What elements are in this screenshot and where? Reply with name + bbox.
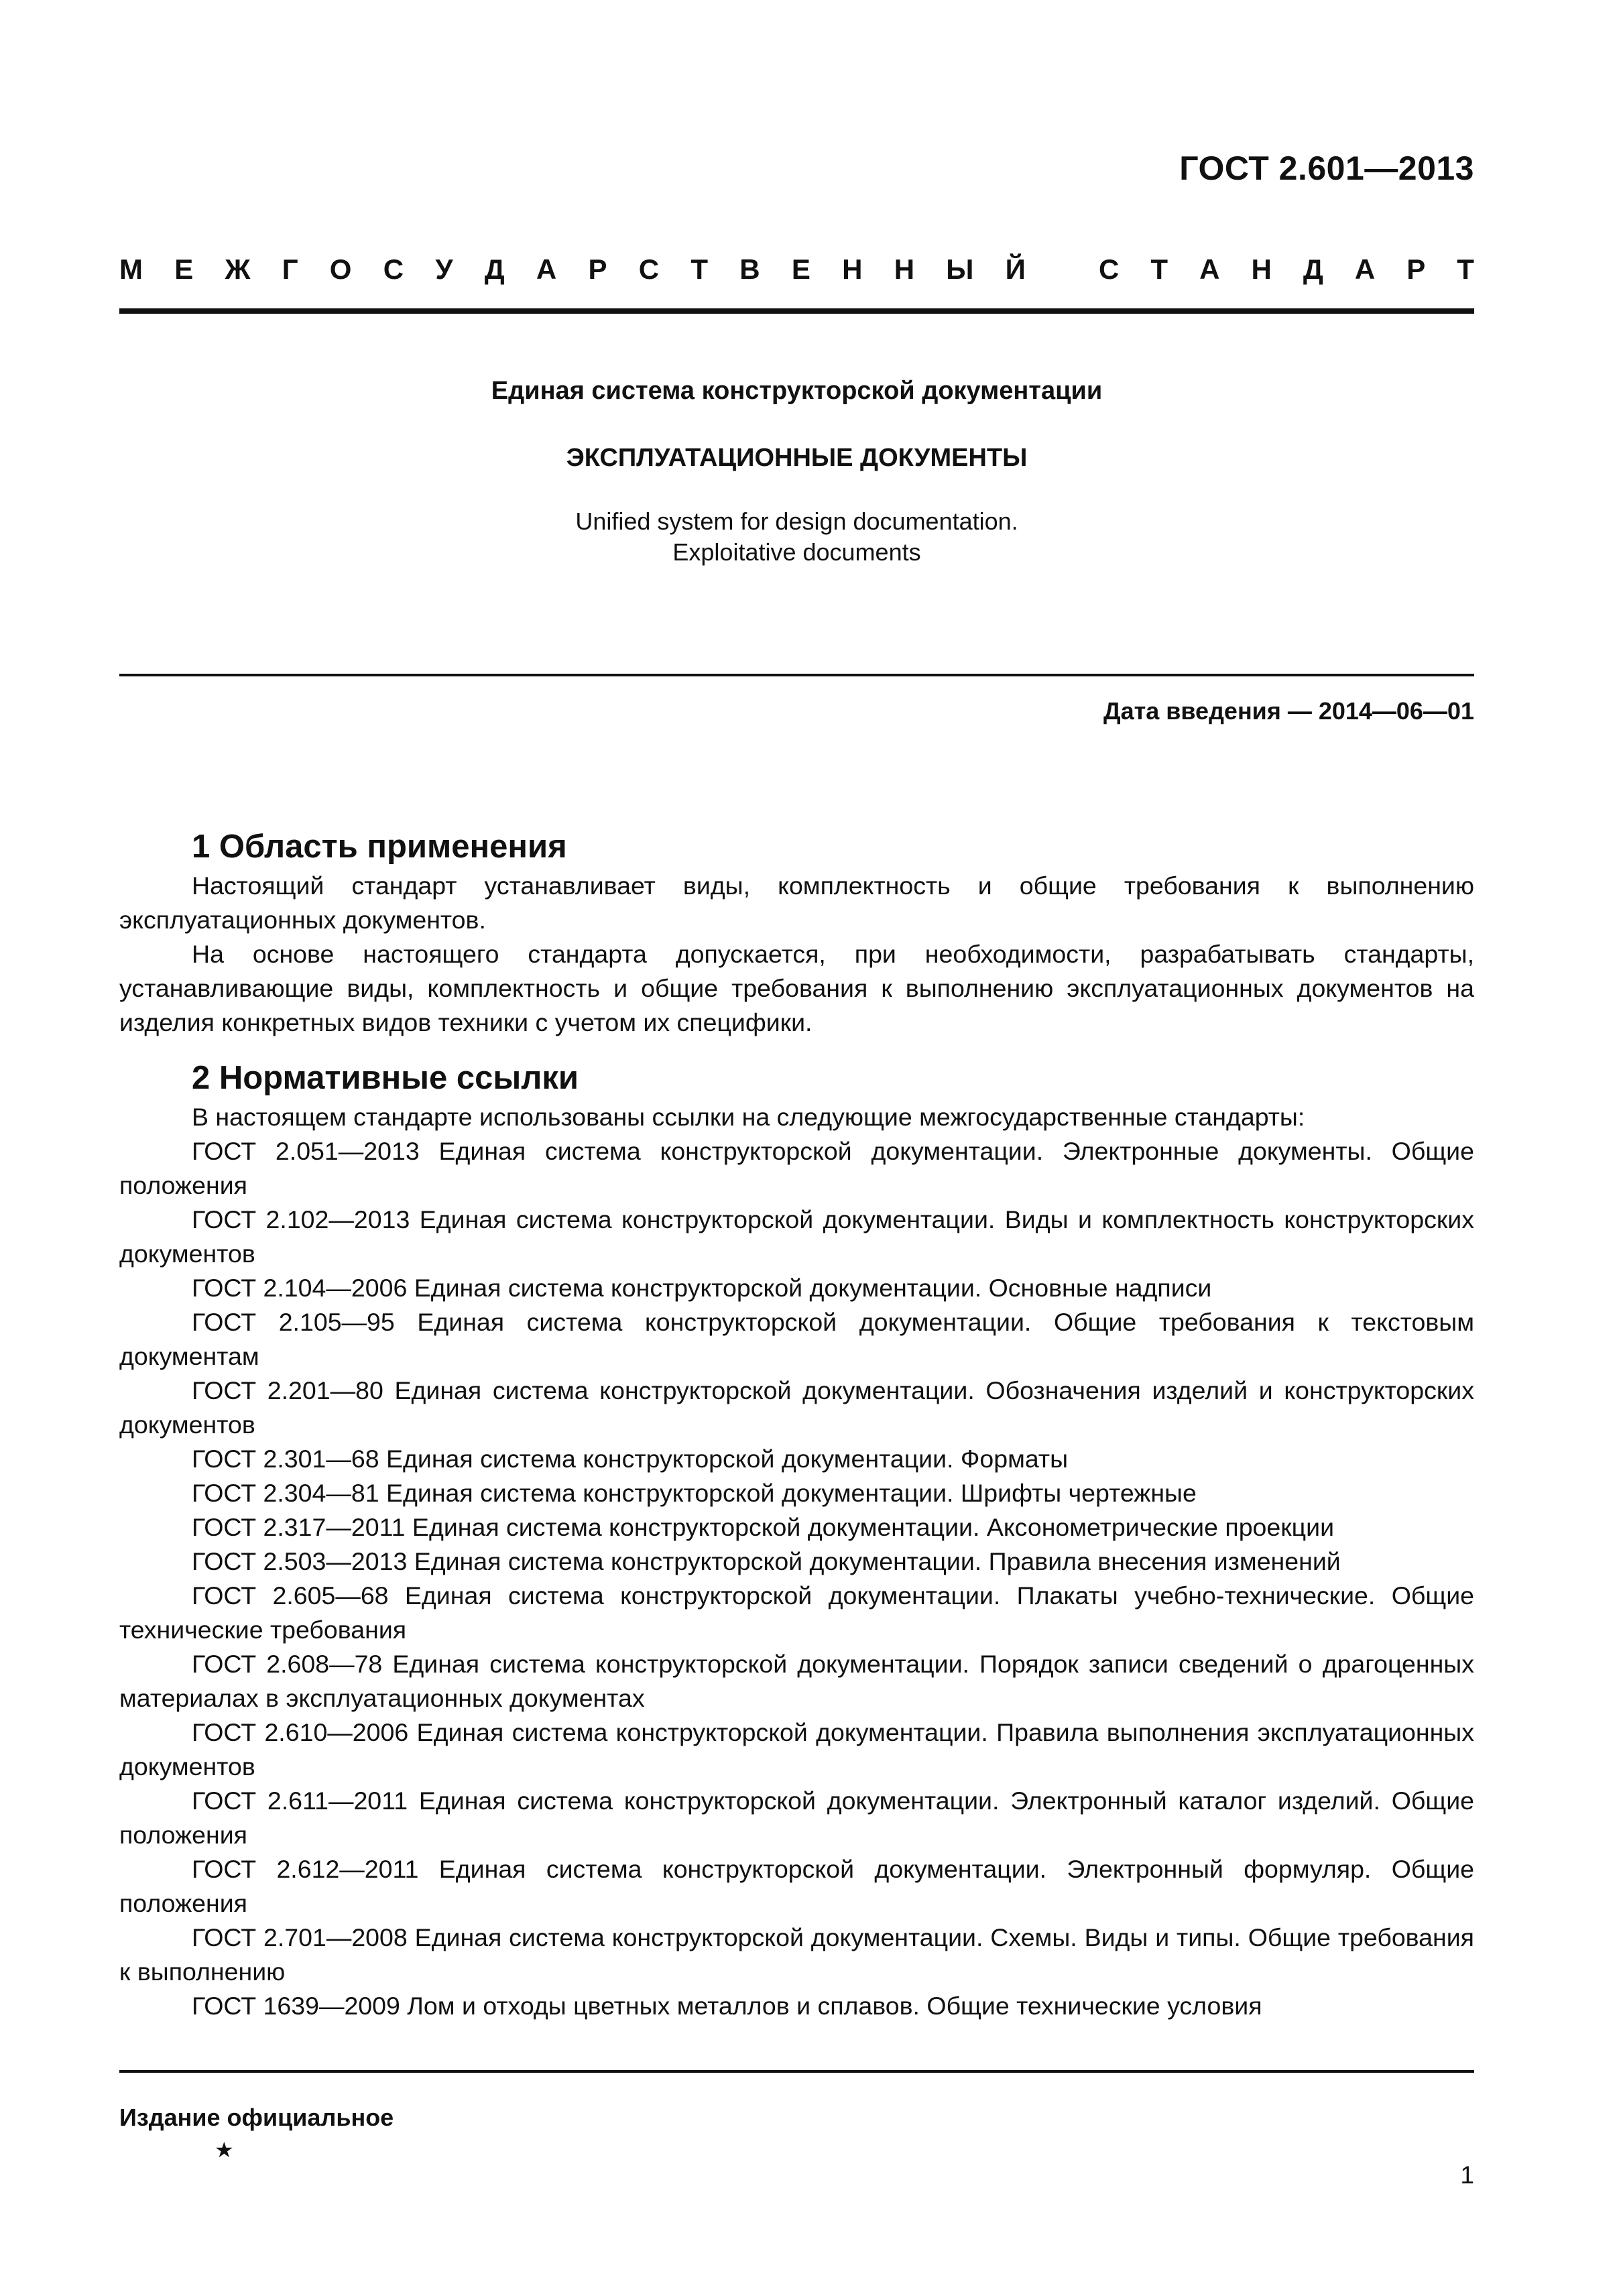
- reference-item: ГОСТ 2.610—2006 Единая система конструкторской документации. Правила выполнения эксплуатационных документов: [119, 1718, 1474, 1780]
- reference-item: ГОСТ 2.503—2013 Единая система конструкторской документации. Правила внесения изменений: [192, 1547, 1341, 1575]
- banner-letter: А: [536, 253, 557, 285]
- document-title: ЭКСПЛУАТАЦИОННЫЕ ДОКУМЕНТЫ: [566, 444, 1028, 472]
- banner-letter: А: [1199, 253, 1220, 285]
- official-edition-label: Издание официальное: [119, 2104, 394, 2131]
- banner-letter: Р: [1406, 253, 1426, 285]
- banner-letter: В: [739, 253, 760, 285]
- reference-item: ГОСТ 2.051—2013 Единая система конструкторской документации. Электронные документы. Общие положения: [119, 1137, 1474, 1199]
- reference-item: ГОСТ 2.608—78 Единая система конструкторской документации. Порядок записи сведений о драгоценных материалах в эксплуатационных документах: [119, 1650, 1474, 1712]
- document-body: [119, 825, 1474, 2023]
- english-title-line: Unified system for design documentation.: [575, 507, 1018, 535]
- banner-letter: Д: [484, 253, 505, 285]
- english-title: [119, 506, 1474, 568]
- title-divider: [119, 674, 1474, 676]
- introduction-date: Дата введения — 2014—06—01: [1103, 697, 1474, 725]
- reference-item: ГОСТ 2.612—2011 Единая система конструкторской документации. Электронный формуляр. Общие положения: [119, 1855, 1474, 1917]
- banner-letter: О: [329, 253, 352, 285]
- banner-letter: У: [435, 253, 453, 285]
- page-number: 1: [1460, 2161, 1474, 2189]
- reference-item: ГОСТ 2.317—2011 Единая система конструкторской документации. Аксонометрические проекции: [192, 1513, 1335, 1541]
- reference-item: ГОСТ 1639—2009 Лом и отходы цветных металлов и сплавов. Общие технические условия: [192, 1992, 1262, 2020]
- reference-item: ГОСТ 2.105—95 Единая система конструкторской документации. Общие требования к текстовым документам: [119, 1308, 1474, 1370]
- paragraph: На основе настоящего стандарта допускается, при необходимости, разрабатывать стандарты, устанавливающие виды, комплектность и общие требования к выполнению эксплуатационных документов на изделия конкретных видов техники с учетом их специфики.: [119, 940, 1474, 1036]
- english-title-line: Exploitative documents: [672, 538, 921, 566]
- header-divider: [119, 308, 1474, 314]
- reference-item: ГОСТ 2.201—80 Единая система конструкторской документации. Обозначения изделий и конструкторских документов: [119, 1376, 1474, 1439]
- paragraph: Настоящий стандарт устанавливает виды, комплектность и общие требования к выполнению эксплуатационных документов.: [119, 871, 1474, 934]
- banner-letter: А: [1354, 253, 1376, 285]
- banner-letter: Т: [1457, 253, 1474, 285]
- banner-letter: Н: [1251, 253, 1272, 285]
- system-title: Единая система конструкторской документации: [491, 377, 1103, 405]
- banner-letter: С: [383, 253, 404, 285]
- reference-item: ГОСТ 2.605—68 Единая система конструкторской документации. Плакаты учебно-технические. Общие технические требования: [119, 1581, 1474, 1644]
- banner-letter: Й: [1005, 253, 1026, 285]
- paragraph: В настоящем стандарте использованы ссылки на следующие межгосударственные стандарты:: [192, 1103, 1305, 1131]
- reference-item: ГОСТ 2.304—81 Единая система конструкторской документации. Шрифты чертежные: [192, 1479, 1197, 1507]
- banner-letter: Т: [1150, 253, 1168, 285]
- banner-letter: М: [119, 253, 143, 285]
- footer-divider: [119, 2070, 1474, 2073]
- reference-item: ГОСТ 2.301—68 Единая система конструкторской документации. Форматы: [192, 1445, 1069, 1473]
- reference-item: ГОСТ 2.104—2006 Единая система конструкторской документации. Основные надписи: [192, 1274, 1212, 1302]
- banner-letter: Г: [282, 253, 298, 285]
- reference-item: ГОСТ 2.611—2011 Единая система конструкторской документации. Электронный каталог изделий. Общие положения: [119, 1787, 1474, 1849]
- document-code: ГОСТ 2.601—2013: [1179, 149, 1474, 187]
- banner-letter: Ы: [946, 253, 974, 285]
- banner-letter: Д: [1303, 253, 1323, 285]
- banner-letter: Ж: [225, 253, 251, 285]
- banner-letter: Р: [588, 253, 607, 285]
- banner-letter: Н: [894, 253, 915, 285]
- banner-word-standard: [1099, 253, 1474, 286]
- banner-word-interstate: [119, 253, 1026, 286]
- banner-letter: Е: [174, 253, 194, 285]
- star-icon: ★: [215, 2138, 234, 2162]
- banner-letter: С: [638, 253, 660, 285]
- banner-letter: Е: [791, 253, 810, 285]
- banner-letter: Н: [842, 253, 863, 285]
- section-heading: 1 Область применения: [192, 829, 567, 865]
- section-heading: 2 Нормативные ссылки: [192, 1060, 579, 1096]
- reference-item: ГОСТ 2.102—2013 Единая система конструкторской документации. Виды и комплектность конструкторских документов: [119, 1205, 1474, 1268]
- standard-banner: [119, 253, 1474, 286]
- banner-letter: Т: [690, 253, 708, 285]
- reference-item: ГОСТ 2.701—2008 Единая система конструкторской документации. Схемы. Виды и типы. Общие требования к выполнению: [119, 1923, 1474, 1986]
- banner-letter: С: [1099, 253, 1120, 285]
